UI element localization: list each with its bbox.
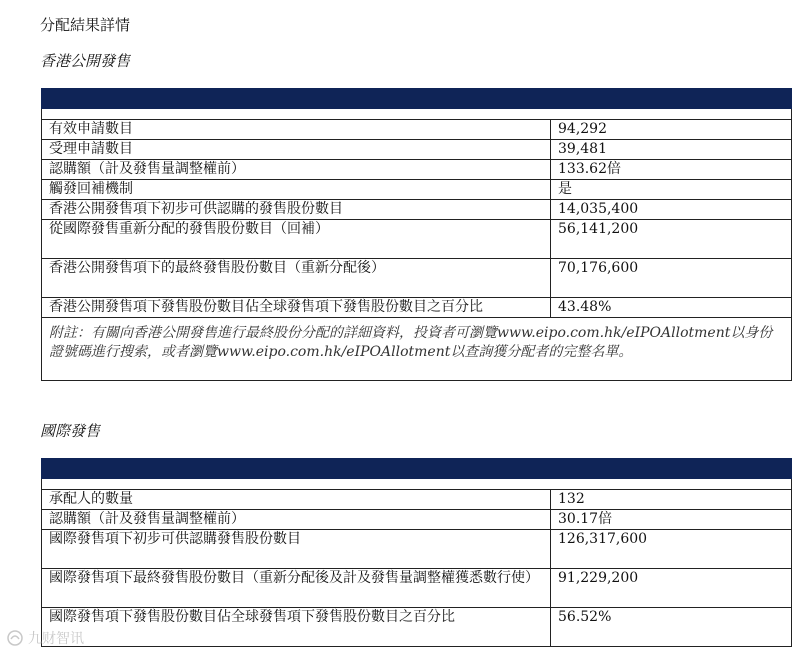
row-value: 132	[551, 490, 792, 510]
table-row	[42, 200, 792, 220]
row-value: 133.62倍	[551, 160, 792, 180]
intl-section-title: 國際發售	[40, 422, 101, 440]
row-value: 126,317,600	[551, 530, 792, 569]
row-value: 91,229,200	[551, 569, 792, 608]
allotment-note: 附註：有關向香港公開發售進行最終股份分配的詳細資料，投資者可瀏覽www.eipo.com.hk/eIPOAllotment以身份證號碼進行搜索，或者瀏覽www.eipo.com.hk/eIPOAllotment以查詢獲分配者的完整名單。	[42, 318, 792, 381]
table-row	[42, 140, 792, 160]
table-row	[42, 160, 792, 180]
table-row	[42, 259, 792, 298]
row-label: 受理申請數目	[42, 140, 551, 160]
row-label: 國際發售項下最終發售股份數目（重新分配後及計及發售量調整權獲悉數行使）	[42, 569, 551, 608]
table-row	[42, 298, 792, 318]
table-header-bar	[42, 459, 792, 479]
hk-section-title: 香港公開發售	[40, 52, 131, 70]
row-value: 30.17倍	[551, 510, 792, 530]
hk-offering-table	[41, 88, 792, 381]
table-row	[42, 569, 792, 608]
row-label: 國際發售項下初步可供認購發售股份數目	[42, 530, 551, 569]
row-value: 39,481	[551, 140, 792, 160]
row-label: 有效申請數目	[42, 120, 551, 140]
row-value: 56.52%	[551, 608, 792, 647]
row-value: 43.48%	[551, 298, 792, 318]
row-label: 承配人的數量	[42, 490, 551, 510]
row-value: 70,176,600	[551, 259, 792, 298]
row-label: 從國際發售重新分配的發售股份數目（回補）	[42, 220, 551, 259]
row-label: 香港公開發售項下發售股份數目佔全球發售項下發售股份數目之百分比	[42, 298, 551, 318]
row-value: 14,035,400	[551, 200, 792, 220]
row-value: 是	[551, 180, 792, 200]
row-label: 認購額（計及發售量調整權前）	[42, 510, 551, 530]
table-row	[42, 120, 792, 140]
table-row	[42, 530, 792, 569]
table-row	[42, 608, 792, 647]
row-value: 94,292	[551, 120, 792, 140]
row-label: 觸發回補機制	[42, 180, 551, 200]
table-row	[42, 220, 792, 259]
watermark-text: 九财智讯	[28, 631, 84, 647]
row-label: 香港公開發售項下的最終發售股份數目（重新分配後）	[42, 259, 551, 298]
row-label: 認購額（計及發售量調整權前）	[42, 160, 551, 180]
table-row	[42, 490, 792, 510]
table-header-bar	[42, 89, 792, 109]
note-row	[42, 318, 792, 381]
row-value: 56,141,200	[551, 220, 792, 259]
table-row	[42, 510, 792, 530]
watermark	[6, 628, 84, 648]
page-heading: 分配結果詳情	[40, 16, 131, 34]
row-label: 國際發售項下發售股份數目佔全球發售項下發售股份數目之百分比	[42, 608, 551, 647]
row-label: 香港公開發售項下初步可供認購的發售股份數目	[42, 200, 551, 220]
table-row	[42, 180, 792, 200]
watermark-logo-icon	[6, 629, 24, 647]
intl-offering-table	[41, 458, 792, 647]
